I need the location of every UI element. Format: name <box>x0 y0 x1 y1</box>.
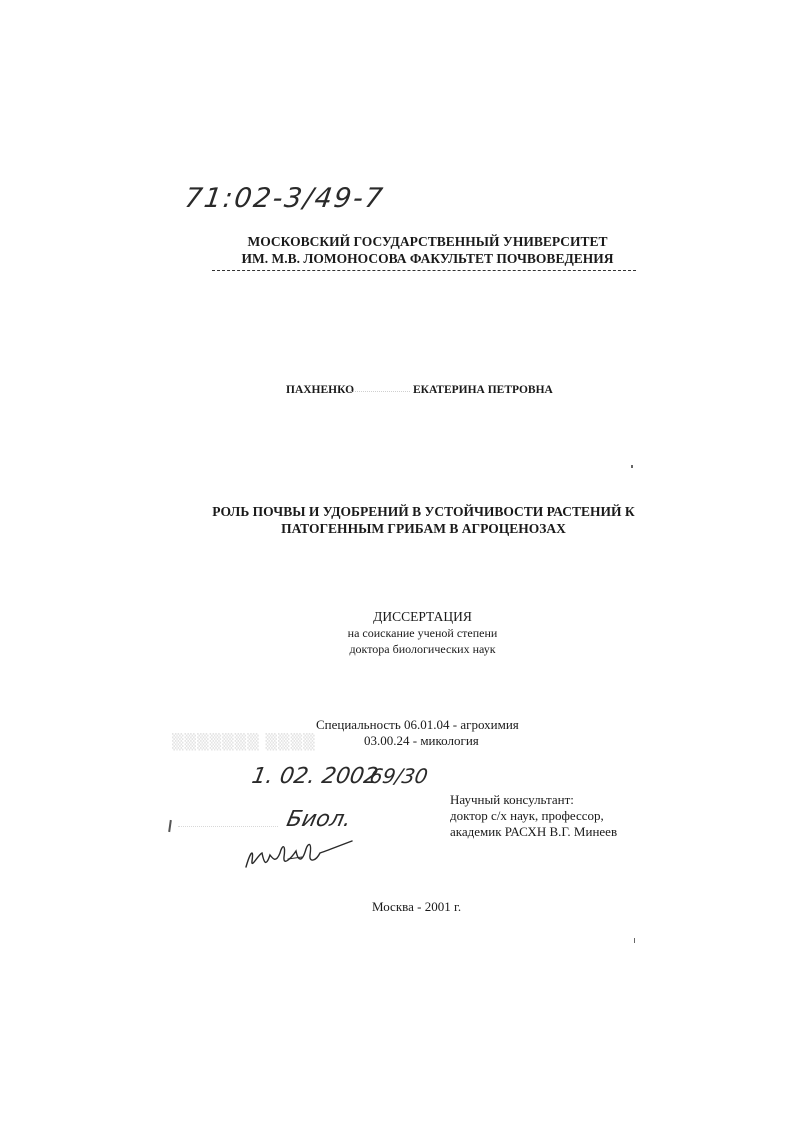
handwritten-archive-number: 71:02-3/49-7 <box>182 183 387 214</box>
consultant-name: академик РАСХН В.Г. Минеев <box>450 824 618 839</box>
dissertation-title <box>26 503 795 537</box>
title-line: РОЛЬ ПОЧВЫ И УДОБРЕНИЙ В УСТОЙЧИВОСТИ РАСТЕНИЙ К <box>212 504 635 519</box>
author-name-gap <box>350 391 410 392</box>
margin-mark <box>168 820 172 832</box>
university-name-line: МОСКОВСКИЙ ГОСУДАРСТВЕННЫЙ УНИВЕРСИТЕТ <box>247 234 608 249</box>
faded-library-stamp: ▒▒▒▒▒▒▒ ▒▒▒▒ <box>172 733 316 751</box>
handwritten-received-number: 69/30 <box>367 764 430 788</box>
degree-name: доктора биологических наук <box>349 642 496 656</box>
degree-block <box>25 609 795 657</box>
consultant-block <box>450 792 617 840</box>
university-header <box>30 233 795 267</box>
handwritten-received-date: 1. 02. 2002 <box>249 764 381 789</box>
specialty-primary: Специальность 06.01.04 - агрохимия <box>316 717 519 732</box>
author-first-names: ЕКАТЕРИНА ПЕТРОВНА <box>413 384 553 396</box>
consultant-label: Научный консультант: <box>450 792 574 807</box>
scan-speck <box>634 938 635 943</box>
specialty-block <box>316 717 519 749</box>
specialty-secondary: 03.00.24 - микология <box>364 733 479 748</box>
document-type: ДИССЕРТАЦИЯ <box>373 609 472 624</box>
author-last-name: ПАХНЕНКО <box>286 384 355 396</box>
title-line: ПАТОГЕННЫМ ГРИБАМ В АГРОЦЕНОЗАХ <box>281 521 566 536</box>
header-divider <box>212 270 636 271</box>
consultant-degree: доктор с/х наук, профессор, <box>450 808 604 823</box>
faded-stamp-line <box>178 826 278 827</box>
faculty-name-line: ИМ. М.В. ЛОМОНОСОВА ФАКУЛЬТЕТ ПОЧВОВЕДЕНИЯ <box>241 251 614 266</box>
scan-speck <box>631 465 633 468</box>
handwritten-library-note: Биол. <box>284 807 354 832</box>
degree-purpose: на соискание ученой степени <box>347 626 498 640</box>
handwritten-signature <box>240 833 360 875</box>
city-and-year: Москва - 2001 г. <box>372 899 462 914</box>
